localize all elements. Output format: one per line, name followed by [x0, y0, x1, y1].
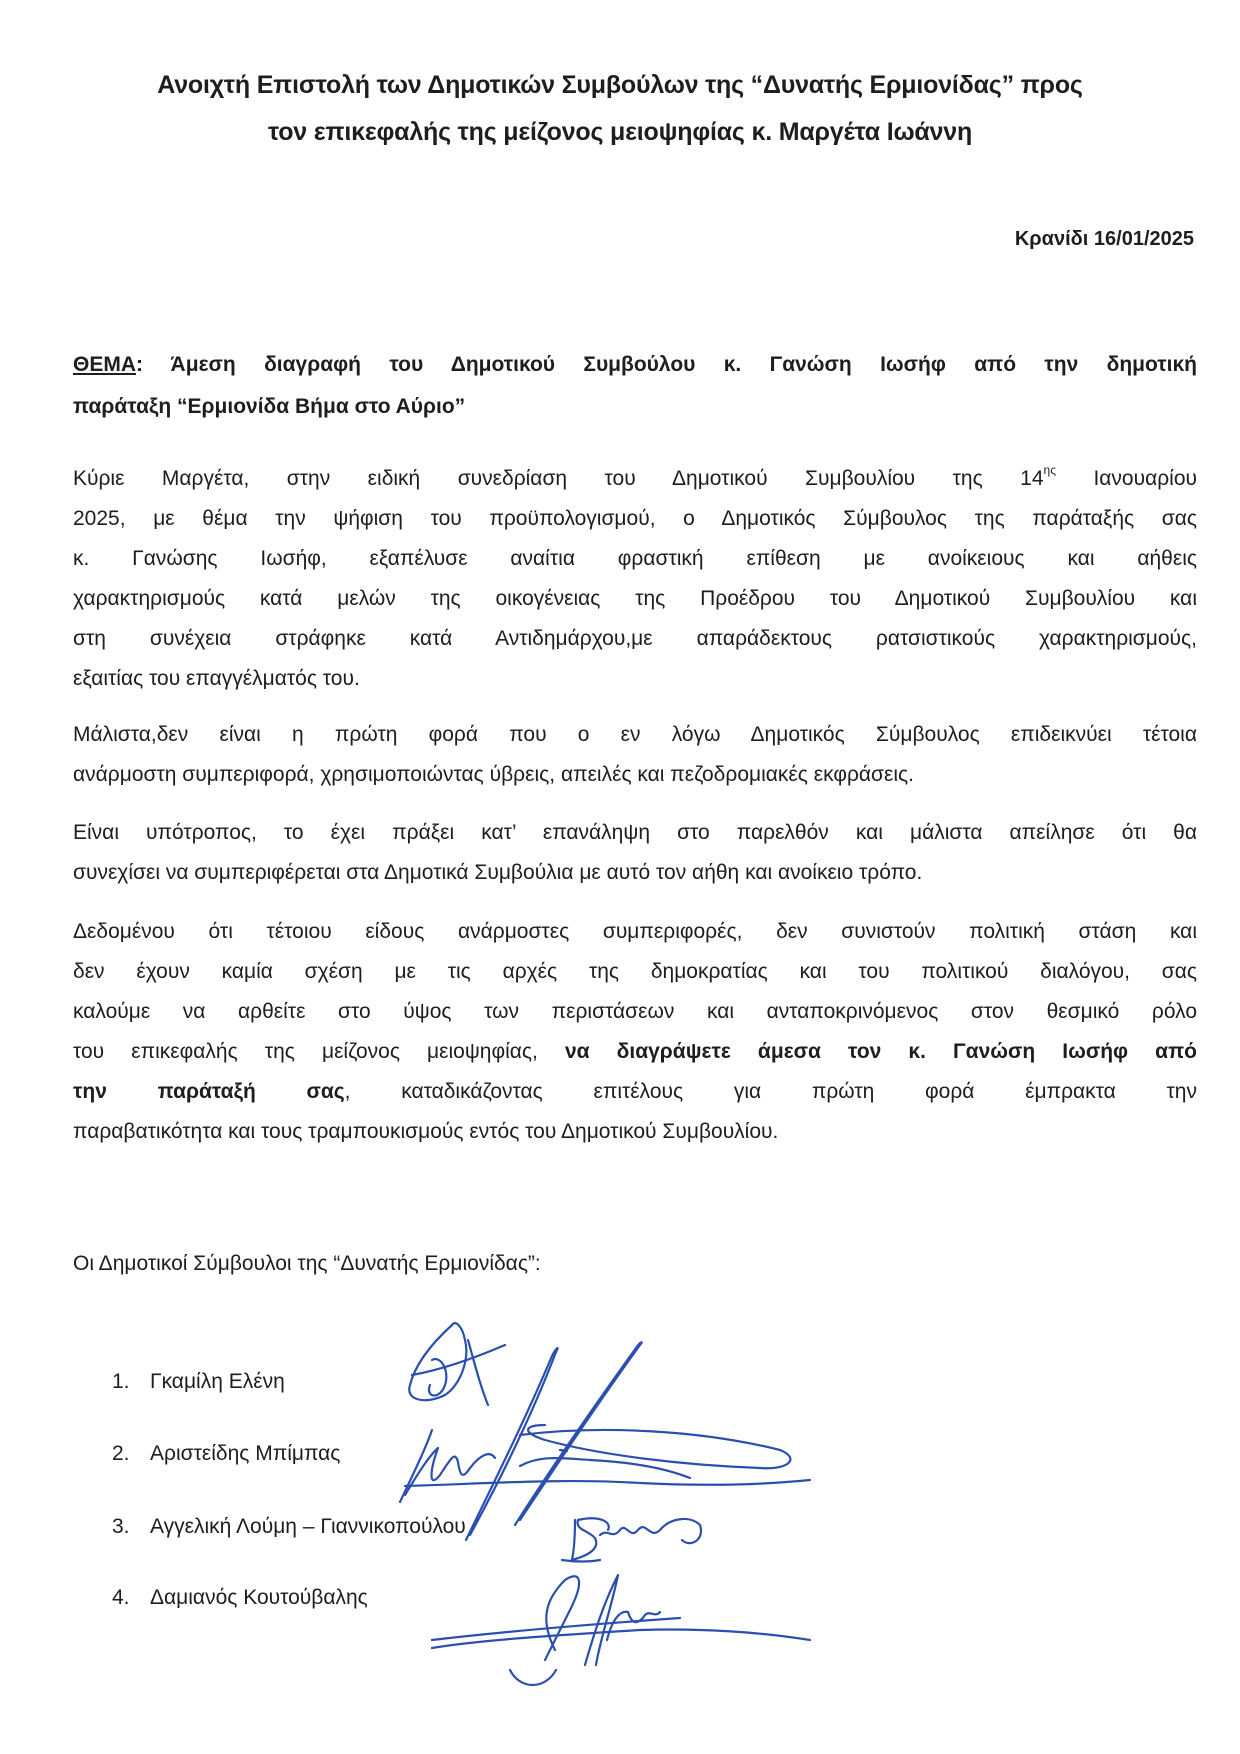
letter-title	[60, 62, 1180, 156]
paragraph-line: ανάρμοστη συμπεριφορά, χρησιμοποιώντας ύβρεις, απειλές και πεζοδρομιακές εκφράσεις.	[73, 763, 914, 786]
paragraph-line: Μάλιστα,δεν είναι η πρώτη φορά που ο εν λόγω Δημοτικός Σύμβουλος επιδεικνύει τέτοια	[73, 723, 1197, 746]
subject-text-line-2: παράταξη “Ερμιονίδα Βήμα στο Αύριο”	[73, 395, 466, 418]
signer-item: 2. Αριστείδης Μπίμπας	[112, 1442, 341, 1465]
signer-name: Αγγελική Λούμη – Γιαννικοπούλου	[150, 1515, 466, 1538]
title-line-2: τον επικεφαλής της μείζονος μειοψηφίας κ. Μαργέτα Ιωάννη	[267, 118, 973, 146]
paragraph-line: δεν έχουν καμία σχέση με τις αρχές της δημοκρατίας και του πολιτικού διαλόγου, σας	[73, 960, 1197, 983]
paragraph-line: εξαιτίας του επαγγέλματός του.	[73, 667, 360, 690]
paragraph-line: στη συνέχεια στράφηκε κατά Αντιδημάρχου,με απαράδεκτους ρατσιστικούς χαρακτηρισμούς,	[73, 627, 1197, 650]
paragraph-line: την παράταξή σας, καταδικάζοντας επιτέλους για πρώτη φορά έμπρακτα την	[73, 1080, 1197, 1103]
paragraph-line: Κύριε Μαργέτα, στην ειδική συνεδρίαση του Δημοτικού Συμβουλίου της $14^{\eta\varsigma}$ Ιανουαρίου	[73, 463, 1197, 490]
signer-name: Γκαμίλη Ελένη	[150, 1370, 285, 1393]
signer-item: 3. Αγγελική Λούμη – Γιαννικοπούλου	[112, 1515, 466, 1538]
paragraph-line: χαρακτηρισμούς κατά μελών της οικογένειας της Προέδρου του Δημοτικού Συμβουλίου και	[73, 587, 1197, 610]
signature-1	[409, 1323, 505, 1405]
signer-item: 4. Δαμιανός Κουτούβαλης	[112, 1586, 368, 1609]
subject-text-line-1: : Άμεση διαγραφή του Δημοτικού Συμβούλου κ. Γανώση Ιωσήφ από την δημοτική	[136, 353, 1197, 376]
ordinal-superscript: ης	[1043, 463, 1056, 477]
signature-2	[400, 1342, 810, 1540]
paragraph-demand	[73, 912, 1197, 1152]
signature-3	[562, 1518, 701, 1561]
demand-emphasis: την παράταξή σας	[73, 1080, 345, 1103]
signer-name: Αριστείδης Μπίμπας	[150, 1442, 341, 1465]
paragraph-recidivist	[73, 813, 1197, 893]
demand-emphasis: να διαγράψετε άμεσα τον κ. Γανώση Ιωσήφ από	[564, 1040, 1197, 1063]
paragraph-line: 2025, με θέμα την ψήφιση του προϋπολογισμού, ο Δημοτικός Σύμβουλος της παράταξής σας	[73, 507, 1197, 530]
subject-label: ΘΕΜΑ	[73, 353, 136, 376]
paragraph-line: κ. Γανώσης Ιωσήφ, εξαπέλυσε αναίτια φραστική επίθεση με ανοίκειους και αήθεις	[73, 547, 1197, 570]
paragraph-line: καλούμε να αρθείτε στο ύψος των περιστάσεων και ανταποκρινόμενος στον θεσμικό ρόλο	[73, 1000, 1197, 1023]
signers-intro: Οι Δημοτικοί Σύμβουλοι της “Δυνατής Ερμιονίδας”:	[73, 1252, 541, 1275]
paragraph-incident	[73, 459, 1197, 699]
signer-name: Δαμιανός Κουτούβαλης	[150, 1586, 368, 1609]
paragraph-line: Δεδομένου ότι τέτοιου είδους ανάρμοστες συμπεριφορές, δεν συνιστούν πολιτική στάση και	[73, 920, 1197, 943]
subject	[73, 344, 1197, 428]
signature-4	[432, 1575, 810, 1685]
title-line-1: Ανοιχτή Επιστολή των Δημοτικών Συμβούλων της “Δυνατής Ερμιονίδας” προς	[157, 71, 1083, 99]
paragraph-line: παραβατικότητα και τους τραμπουκισμούς εντός του Δημοτικού Συμβουλίου.	[73, 1120, 779, 1143]
paragraph-line: Είναι υπότροπος, το έχει πράξει κατ’ επανάληψη στο παρελθόν και μάλιστα απείλησε ότι θα	[73, 821, 1197, 844]
signer-item: 1. Γκαμίλη Ελένη	[112, 1370, 285, 1393]
paragraph-line: του επικεφαλής της μείζονος μειοψηφίας, να διαγράψετε άμεσα τον κ. Γανώση Ιωσήφ από	[73, 1040, 1197, 1063]
place-date: Κρανίδι 16/01/2025	[1014, 228, 1194, 250]
paragraph-line: συνεχίσει να συμπεριφέρεται στα Δημοτικά Συμβούλια με αυτό τον αήθη και ανοίκειο τρόπο.	[73, 861, 923, 884]
paragraph-repeated-behavior	[73, 715, 1197, 795]
